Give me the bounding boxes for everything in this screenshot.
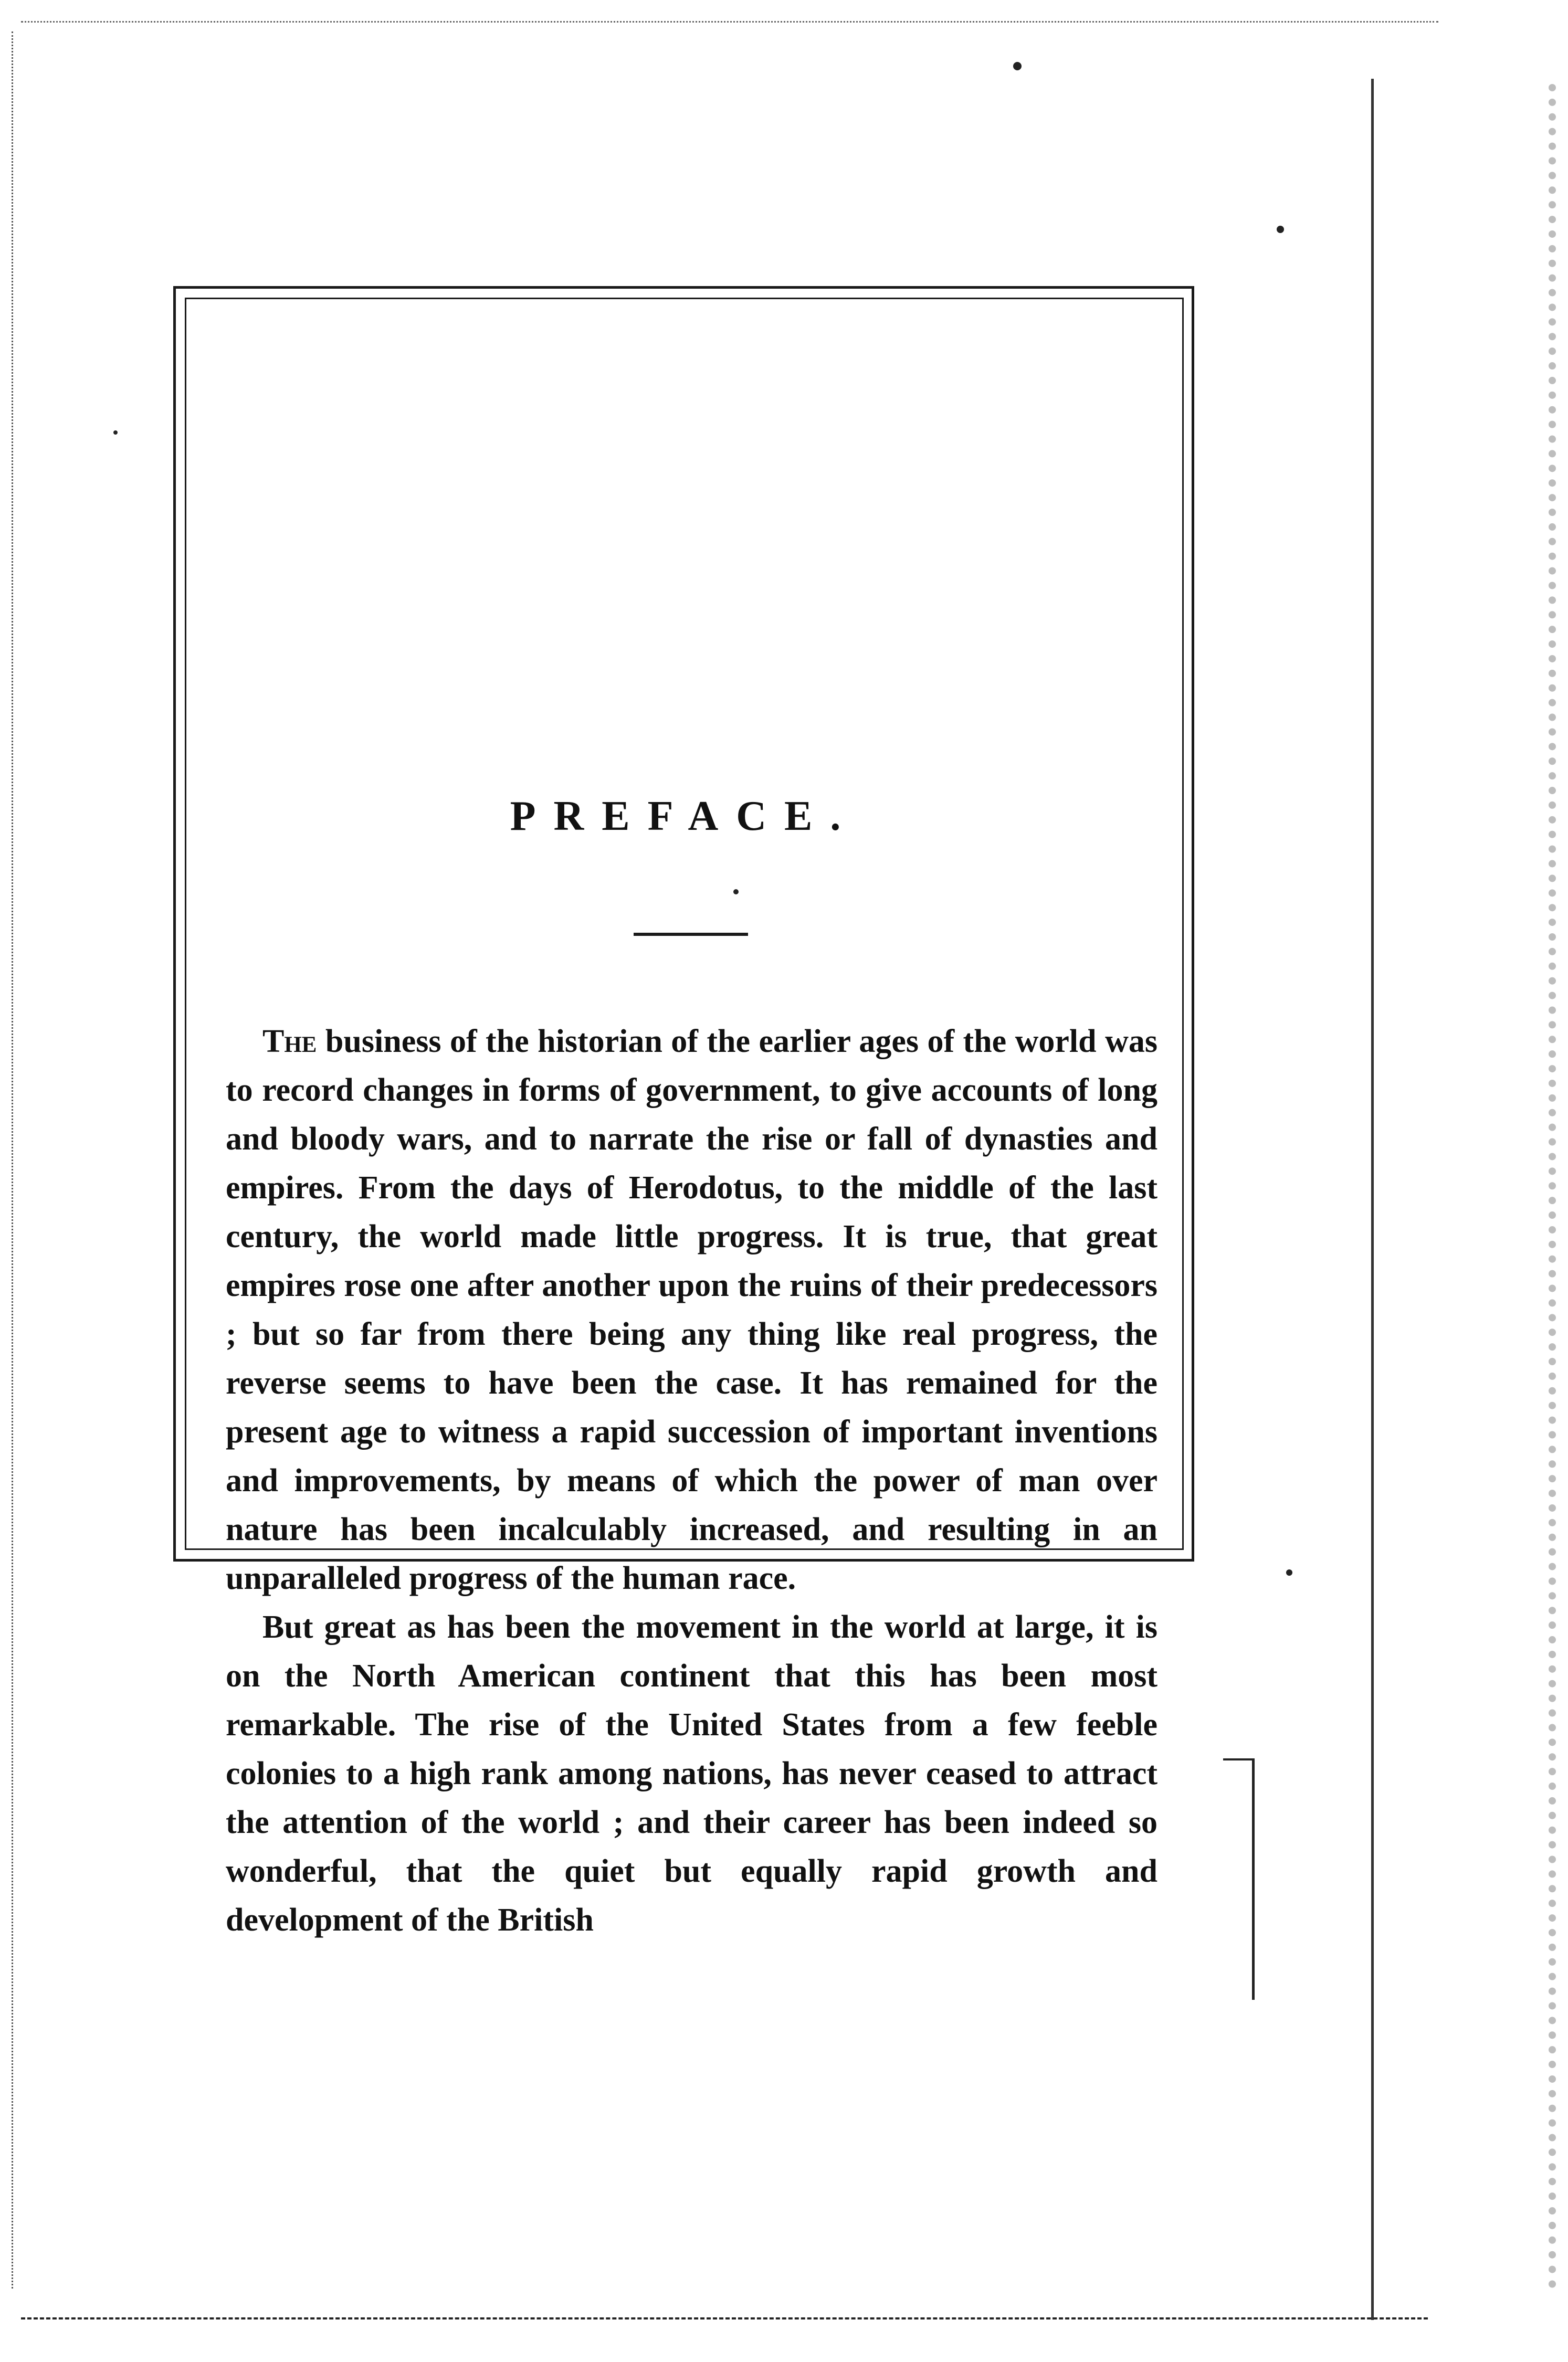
paragraph-1 [226, 1017, 1157, 1603]
margin-bracket-mark [1223, 1758, 1255, 2000]
ink-speck [113, 430, 118, 435]
paragraph-1-text: business of the historian of the earlier ages of the world was to record changes in forms of government, to give accounts of long and bloody wars, and to narrate the rise or fall of dynasties and empires. From the days of Herodotus, to the middle of the last century, the world made little progress. It is true, that great empires rose one after another upon the ruins of their predecessors ; but so far from there being any thing like real progress, the reverse seems to have been the case. It has remained for the present age to witness a rapid succession of important inventions and improvements, by means of which the power of man over nature has been incalculably increased, and resulting in an unparalleled progress of the human race. [226, 1024, 1157, 1596]
title-rule [634, 933, 748, 936]
preface-body [226, 1017, 1157, 1945]
ink-speck [1277, 226, 1284, 233]
page-edge-bottom [21, 2317, 1428, 2322]
paragraph-2-text: But great as has been the movement in the world at large, it is on the North American continent that this has been most remarkable. The rise of the United States from a few feeble colonies to a high rank among nations, has never ceased to attract the attention of the world ; and their career has been indeed so wonderful, that the quiet but equally rapid growth and development of the British [226, 1609, 1157, 1938]
paragraph-2 [226, 1603, 1157, 1945]
page-edge-top [21, 21, 1438, 25]
ink-speck [1286, 1569, 1292, 1576]
page-edge-left [12, 31, 15, 2289]
fore-edge-texture [1428, 84, 1556, 2289]
ink-speck [1013, 62, 1022, 70]
page-edge-right [1371, 79, 1377, 2320]
paragraph-1-lead: The [262, 1024, 317, 1059]
page-title: PREFACE. [510, 793, 859, 839]
